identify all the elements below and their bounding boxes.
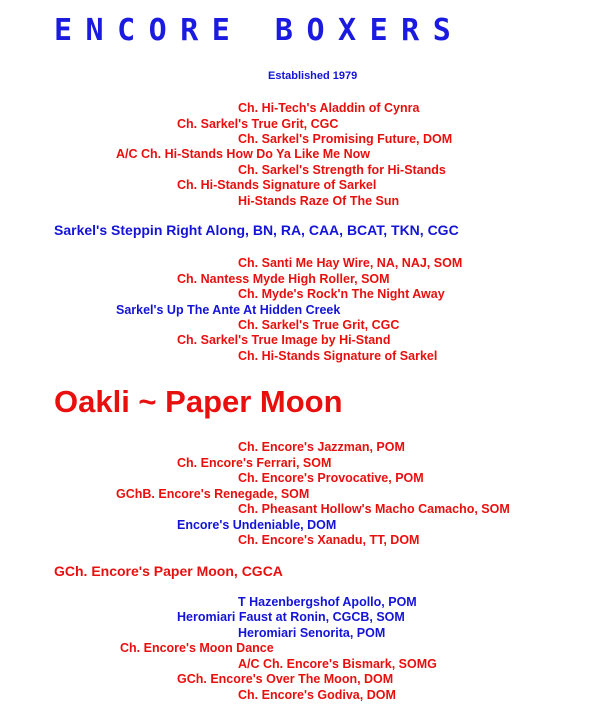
pedigree-line: T Hazenbergshof Apollo, POM [238,595,417,609]
established-text: Established 1979 [268,70,358,82]
page-title: ENCORE BOXERS [54,13,465,48]
pedigree-line: Encore's Undeniable, DOM [177,518,337,532]
pedigree-line: Ch. Sarkel's Promising Future, DOM [238,132,453,146]
pedigree-line: Hi-Stands Raze Of The Sun [238,194,400,208]
dog-name: Sarkel's Steppin Right Along, BN, RA, CAA, BCAT, TKN, CGC [54,222,459,238]
pedigree-line: A/C Ch. Hi-Stands How Do Ya Like Me Now [116,147,370,161]
pedigree-line: GChB. Encore's Renegade, SOM [116,487,310,501]
pedigree-line: Ch. Nantess Myde High Roller, SOM [177,272,390,286]
pedigree-line: Ch. Sarkel's True Grit, CGC [177,117,339,131]
pedigree-line: Ch. Encore's Provocative, POM [238,471,424,485]
pedigree-line: Sarkel's Up The Ante At Hidden Creek [116,303,341,317]
pedigree-line: Ch. Sarkel's True Image by Hi-Stand [177,333,391,347]
dog-name: GCh. Encore's Paper Moon, CGCA [54,563,283,579]
pedigree-line: Ch. Pheasant Hollow's Macho Camacho, SOM [238,502,510,516]
litter-headline: Oakli ~ Paper Moon [54,384,343,419]
pedigree-line: Ch. Myde's Rock'n The Night Away [238,287,445,301]
pedigree-line: Ch. Santi Me Hay Wire, NA, NAJ, SOM [238,256,463,270]
pedigree-line: Ch. Sarkel's True Grit, CGC [238,318,400,332]
pedigree-line: Ch. Encore's Godiva, DOM [238,688,396,702]
pedigree-line: Ch. Hi-Tech's Aladdin of Cynra [238,101,420,115]
pedigree-line: Heromiari Senorita, POM [238,626,386,640]
pedigree-line: Ch. Encore's Xanadu, TT, DOM [238,533,420,547]
pedigree-line: Ch. Hi-Stands Signature of Sarkel [238,349,438,363]
pedigree-line: Ch. Sarkel's Strength for Hi-Stands [238,163,446,177]
pedigree-line: Ch. Encore's Ferrari, SOM [177,456,332,470]
pedigree-line: Ch. Hi-Stands Signature of Sarkel [177,178,377,192]
pedigree-line: Ch. Encore's Moon Dance [120,641,274,655]
pedigree-line: Ch. Encore's Jazzman, POM [238,440,405,454]
pedigree-line: GCh. Encore's Over The Moon, DOM [177,672,394,686]
pedigree-line: A/C Ch. Encore's Bismark, SOMG [238,657,437,671]
pedigree-line: Heromiari Faust at Ronin, CGCB, SOM [177,610,405,624]
